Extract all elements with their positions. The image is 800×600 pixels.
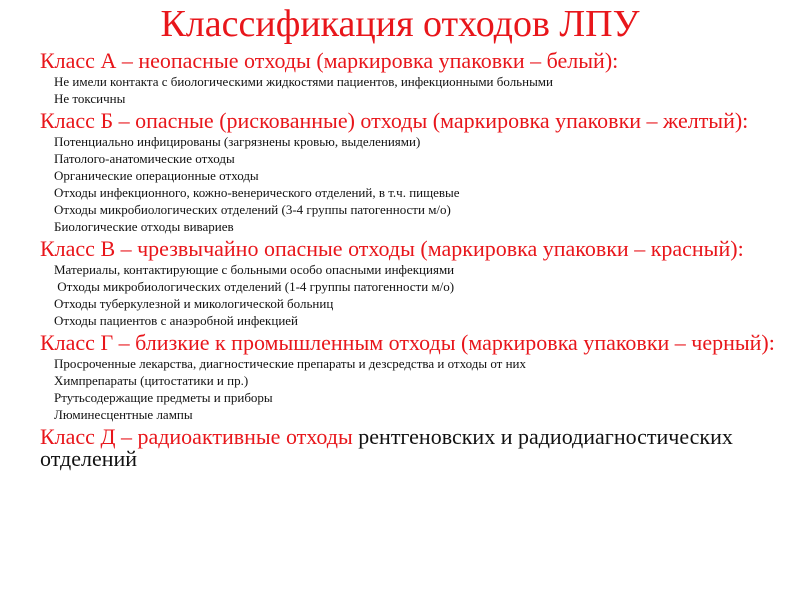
list-item-text: Отходы микробиологических отделений (3-4 группы патогенности м/о): [54, 202, 451, 217]
list-item-text: Люминесцентные лампы: [54, 407, 193, 422]
list-item-text: Ртутьсодержащие предметы и приборы: [54, 390, 273, 405]
class-d-heading-text: Класс Д – радиоактивные отходы: [40, 424, 353, 449]
class-a-heading-text: Класс А – неопасные отходы (маркировка упаковки – белый):: [40, 48, 619, 73]
class-b-heading-text: Класс Б – опасные (рискованные) отходы (маркировка упаковки – желтый):: [40, 108, 749, 133]
list-item: [12, 355, 782, 372]
class-a-items: [12, 73, 782, 107]
class-v-items: [12, 261, 782, 329]
list-item-text: Биологические отходы вивариев: [54, 219, 234, 234]
class-b-heading: [12, 110, 782, 132]
list-item-text: Отходы микробиологических отделений (1-4 группы патогенности м/о): [54, 279, 455, 294]
list-item: [12, 406, 782, 423]
list-item: [12, 73, 782, 90]
list-item: [12, 389, 782, 406]
class-d-heading: [12, 426, 782, 470]
list-item: [12, 261, 782, 278]
class-g-heading: [12, 332, 782, 354]
class-d-heading-tail: рентгеновских и радиодиагностических отделений: [40, 424, 733, 471]
list-item: [12, 133, 782, 150]
class-g-heading-text: Класс Г – близкие к промышленным отходы (маркировка упаковки – черный):: [40, 330, 775, 355]
list-item-text: Химпрепараты (цитостатики и пр.): [54, 373, 249, 388]
list-item-text: Патолого-анатомические отходы: [54, 151, 235, 166]
list-item-text: Потенциально инфицированы (загрязнены кровью, выделениями): [54, 134, 421, 149]
list-item: [12, 312, 782, 329]
list-item-text: Материалы, контактирующие с больными особо опасными инфекциями: [54, 262, 455, 277]
list-item: [12, 218, 782, 235]
list-item: [12, 201, 782, 218]
class-a-heading: [12, 50, 782, 72]
list-item: [12, 295, 782, 312]
slide-content: [12, 50, 782, 470]
class-b-items: [12, 133, 782, 235]
list-item-text: Просроченные лекарства, диагностические препараты и дезсредства и отходы от них: [54, 356, 526, 371]
list-item-text: Отходы туберкулезной и микологической больниц: [54, 296, 334, 311]
class-g-items: [12, 355, 782, 423]
list-item-text: Не имели контакта с биологическими жидкостями пациентов, инфекционными больными: [54, 74, 553, 89]
list-item: [12, 372, 782, 389]
list-item: [12, 150, 782, 167]
list-item: [12, 278, 782, 295]
list-item: [12, 90, 782, 107]
class-v-heading-text: Класс В – чрезвычайно опасные отходы (маркировка упаковки – красный):: [40, 236, 744, 261]
list-item-text: Отходы инфекционного, кожно-венерического отделений, в т.ч. пищевые: [54, 185, 460, 200]
list-item-text: Не токсичны: [54, 91, 126, 106]
list-item: [12, 167, 782, 184]
list-item-text: Отходы пациентов с анаэробной инфекцией: [54, 313, 299, 328]
slide-title: Классификация отходов ЛПУ: [160, 3, 640, 45]
list-item: [12, 184, 782, 201]
class-v-heading: [12, 238, 782, 260]
list-item-text: Органические операционные отходы: [54, 168, 259, 183]
